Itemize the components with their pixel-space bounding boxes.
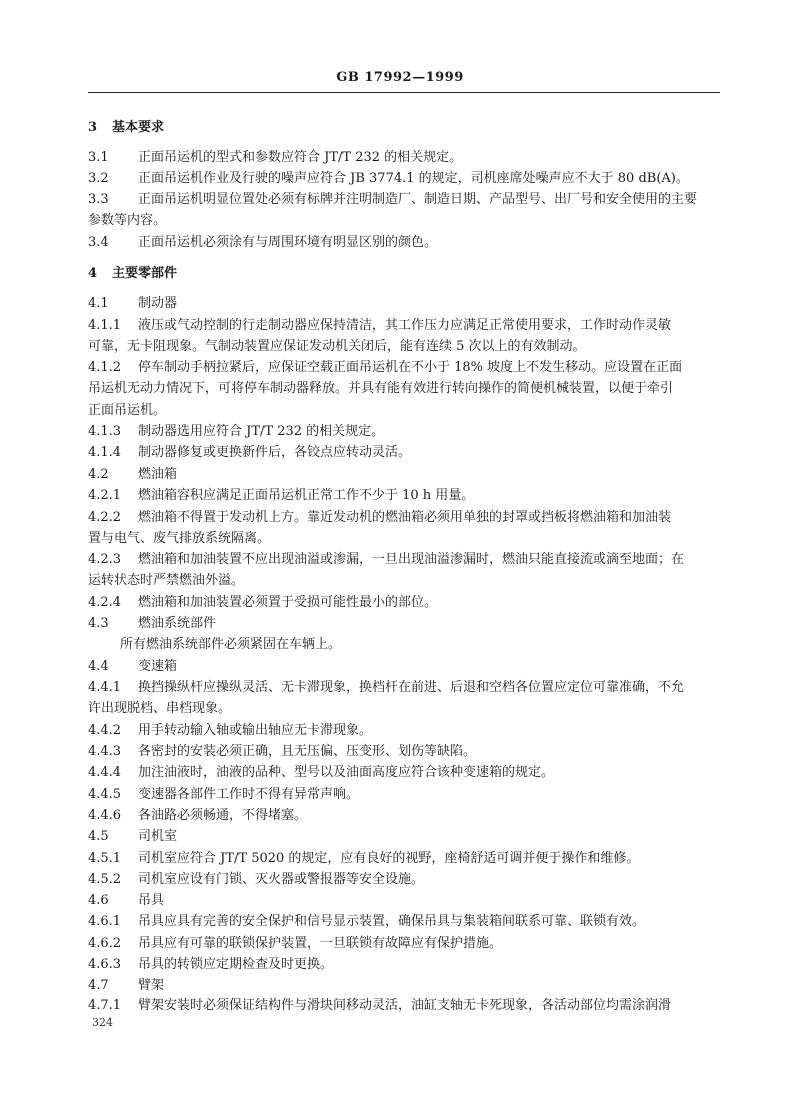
clause-line bbox=[88, 233, 720, 253]
clause-continuation bbox=[88, 211, 720, 231]
clause-number: 4.4.4 bbox=[88, 765, 122, 780]
clause-text: 司机室 bbox=[138, 829, 178, 844]
clause-number: 4.2.3 bbox=[88, 552, 122, 567]
clause-text: 吊运机无动力情况下，可将停车制动器释放。并具有能有效进行转向操作的简便机械装置，以便于牵引 bbox=[88, 381, 674, 396]
clause-text: 正面吊运机。 bbox=[88, 403, 167, 418]
clause-number: 4.4.1 bbox=[88, 680, 122, 695]
clause-continuation bbox=[88, 571, 720, 591]
clause-number: 4.5.2 bbox=[88, 872, 122, 887]
clause-continuation bbox=[88, 699, 720, 719]
clause-text: 液压或气动控制的行走制动器应保持清洁，其工作压力应满足正常使用要求，工作时动作灵敏 bbox=[138, 318, 672, 333]
clause-line bbox=[88, 508, 720, 528]
clause-line bbox=[88, 806, 720, 826]
clause-text: 正面吊运机明显位置处必须有标牌并注明制造厂、制造日期、产品型号、出厂号和安全使用的主要 bbox=[138, 192, 698, 207]
clause-number: 4.6.1 bbox=[88, 914, 122, 929]
clause-number: 3 bbox=[88, 120, 98, 135]
clause-line bbox=[88, 996, 720, 1016]
clause-line bbox=[88, 870, 720, 890]
clause-text: 燃油箱不得置于发动机上方。靠近发动机的燃油箱必须用单独的封罩或挡板将燃油箱和加油装 bbox=[138, 510, 672, 525]
clause-number: 4.6.2 bbox=[88, 936, 122, 951]
clause-text: 臂架安装时必须保证结构件与滑块间移动灵活，油缸支轴无卡死现象，各活动部位均需涂润滑 bbox=[138, 998, 672, 1013]
clause-number: 4.1.1 bbox=[88, 318, 122, 333]
clause-text: 燃油箱容积应满足正面吊运机正常工作不少于 10 h 用量。 bbox=[138, 488, 475, 503]
clause-line bbox=[88, 955, 720, 975]
clause-number: 3.4 bbox=[88, 235, 109, 250]
clause-text: 燃油箱 bbox=[138, 467, 178, 482]
clause-text: 停车制动手柄拉紧后，应保证空载正面吊运机在不小于 18% 坡度上不发生移动。应设置在正面 bbox=[138, 360, 683, 375]
standard-number-header: GB 17992—1999 bbox=[336, 70, 464, 85]
clause-line bbox=[88, 912, 720, 932]
clause-number: 3.1 bbox=[88, 150, 109, 165]
clause-number: 4.2.4 bbox=[88, 595, 122, 610]
clause-text: 制动器修复或更换新件后，各铰点应转动灵活。 bbox=[138, 445, 412, 460]
subsection-title bbox=[88, 657, 720, 677]
clause-line bbox=[88, 443, 720, 463]
clause-line bbox=[88, 190, 720, 210]
clause-text: 司机室应符合 JT/T 5020 的规定，应有良好的视野，座椅舒适可调并便于操作和维修。 bbox=[138, 851, 640, 866]
clause-number: 4.4.2 bbox=[88, 723, 122, 738]
clause-text: 司机室应设有门锁、灭火器或警报器等安全设施。 bbox=[138, 872, 425, 887]
clause-line bbox=[88, 358, 720, 378]
clause-text: 基本要求 bbox=[112, 120, 165, 135]
clause-paragraph bbox=[88, 635, 720, 655]
clause-text: 吊具的转锁应定期检查及时更换。 bbox=[138, 957, 334, 972]
clause-text: 燃油箱和加油装置不应出现油溢或渗漏，一旦出现油溢渗漏时，燃油只能直接流或滴至地面；在 bbox=[138, 552, 685, 567]
section-heading-4 bbox=[88, 264, 720, 284]
clause-line bbox=[88, 169, 720, 189]
clause-text: 可靠，无卡阻现象。气制动装置应保证发动机关闭后，能有连续 5 次以上的有效制动。 bbox=[88, 339, 586, 354]
clause-number: 4.1 bbox=[88, 296, 109, 311]
clause-text: 吊具应具有完善的安全保护和信号显示装置，确保吊具与集装箱间联系可靠、联锁有效。 bbox=[138, 914, 646, 929]
subsection-title bbox=[88, 827, 720, 847]
clause-line bbox=[88, 934, 720, 954]
clause-number: 4.1.3 bbox=[88, 424, 122, 439]
clause-number: 4.7.1 bbox=[88, 998, 122, 1013]
clause-number: 4.3 bbox=[88, 616, 109, 631]
clause-text: 参数等内容。 bbox=[88, 213, 167, 228]
clause-number: 4.5 bbox=[88, 829, 109, 844]
clause-line bbox=[88, 550, 720, 570]
clause-text: 吊具 bbox=[138, 893, 165, 908]
clause-line bbox=[88, 316, 720, 336]
clause-number: 4.4.3 bbox=[88, 744, 122, 759]
clause-text: 正面吊运机的型式和参数应符合 JT/T 232 的相关规定。 bbox=[138, 150, 463, 165]
clause-text: 变速器各部件工作时不得有异常声响。 bbox=[138, 787, 360, 802]
clause-text: 臂架 bbox=[138, 978, 165, 993]
clause-continuation bbox=[88, 529, 720, 549]
page-number: 324 bbox=[92, 1016, 113, 1029]
clause-number: 4.1.2 bbox=[88, 360, 122, 375]
clause-text: 制动器选用应符合 JT/T 232 的相关规定。 bbox=[138, 424, 385, 439]
clause-text: 用手转动输入轴或输出轴应无卡滞现象。 bbox=[138, 723, 373, 738]
clause-text: 吊具应有可靠的联锁保护装置，一旦联锁有故障应有保护措施。 bbox=[138, 936, 503, 951]
clause-text: 制动器 bbox=[138, 296, 178, 311]
clause-text: 各油路必须畅通，不得堵塞。 bbox=[138, 808, 308, 823]
clause-text: 所有燃油系统部件必须紧固在车辆上。 bbox=[120, 637, 342, 652]
clause-text: 正面吊运机必须涂有与周围环境有明显区别的颜色。 bbox=[138, 235, 438, 250]
clause-number: 4.2.2 bbox=[88, 510, 122, 525]
clause-text: 加注油液时，油液的品种、型号以及油面高度应符合该种变速箱的规定。 bbox=[138, 765, 555, 780]
clause-continuation bbox=[88, 401, 720, 421]
clause-line bbox=[88, 849, 720, 869]
clause-text: 燃油箱和加油装置必须置于受损可能性最小的部位。 bbox=[138, 595, 438, 610]
subsection-title bbox=[88, 976, 720, 996]
clause-number: 4.5.1 bbox=[88, 851, 122, 866]
clause-number: 3.2 bbox=[88, 171, 109, 186]
subsection-title bbox=[88, 465, 720, 485]
clause-text: 置与电气、废气排放系统隔离。 bbox=[88, 531, 271, 546]
clause-line bbox=[88, 763, 720, 783]
clause-number: 4.6.3 bbox=[88, 957, 122, 972]
clause-line bbox=[88, 422, 720, 442]
clause-text: 各密封的安装必须正确，且无压偏、压变形、划伤等缺陷。 bbox=[138, 744, 477, 759]
clause-number: 3.3 bbox=[88, 192, 109, 207]
clause-number: 4.2.1 bbox=[88, 488, 122, 503]
subsection-title bbox=[88, 891, 720, 911]
clause-line bbox=[88, 148, 720, 168]
clause-text: 燃油系统部件 bbox=[138, 616, 217, 631]
clause-number: 4.6 bbox=[88, 893, 109, 908]
clause-number: 4.1.4 bbox=[88, 445, 122, 460]
clause-line bbox=[88, 486, 720, 506]
clause-text: 许出现脱档、串档现象。 bbox=[88, 701, 232, 716]
clause-continuation bbox=[88, 379, 720, 399]
clause-continuation bbox=[88, 337, 720, 357]
clause-number: 4.4 bbox=[88, 659, 109, 674]
clause-number: 4 bbox=[88, 266, 98, 281]
header-rule bbox=[88, 92, 720, 93]
clause-number: 4.4.6 bbox=[88, 808, 122, 823]
clause-line bbox=[88, 742, 720, 762]
clause-line bbox=[88, 593, 720, 613]
clause-number: 4.2 bbox=[88, 467, 109, 482]
clause-number: 4.7 bbox=[88, 978, 109, 993]
clause-line bbox=[88, 785, 720, 805]
clause-line bbox=[88, 721, 720, 741]
clause-text: 主要零部件 bbox=[112, 266, 178, 281]
section-heading-3 bbox=[88, 118, 720, 138]
clause-text: 换挡操纵杆应操纵灵活、无卡滞现象，换档杆在前进、后退和空档各位置应定位可靠准确，不允 bbox=[138, 680, 685, 695]
clause-number: 4.4.5 bbox=[88, 787, 122, 802]
clause-text: 变速箱 bbox=[138, 659, 178, 674]
clause-line bbox=[88, 678, 720, 698]
clause-text: 运转状态时严禁燃油外溢。 bbox=[88, 573, 245, 588]
subsection-title bbox=[88, 614, 720, 634]
subsection-title bbox=[88, 294, 720, 314]
clause-text: 正面吊运机作业及行驶的噪声应符合 JB 3774.1 的规定，司机座席处噪声应不大于 80 dB(A)。 bbox=[138, 171, 689, 186]
